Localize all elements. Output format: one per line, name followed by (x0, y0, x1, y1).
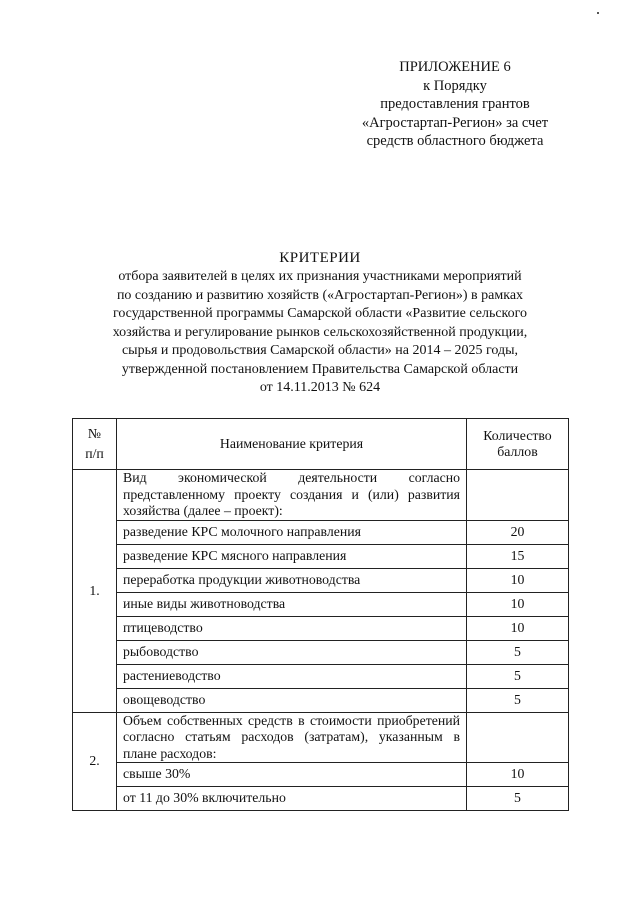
criterion-name: от 11 до 30% включительно (117, 787, 467, 811)
criterion-name: иные виды животноводства (117, 592, 467, 616)
subtitle-line: отбора заявителей в целях их признания участниками мероприятий (118, 269, 522, 284)
table-row (73, 616, 569, 640)
subtitle-line: по созданию и развитию хозяйств («Агростартап-Регион») в рамках (116, 287, 524, 303)
table-row (73, 787, 569, 811)
appendix-line: к Порядку (423, 77, 487, 94)
scan-speck (597, 12, 599, 14)
appendix-line: ПРИЛОЖЕНИЕ 6 (399, 59, 511, 75)
table-row (73, 592, 569, 616)
criterion-name: свыше 30% (117, 763, 467, 787)
criterion-points: 20 (467, 520, 569, 544)
subtitle-line: хозяйства и регулирование рынков сельскохозяйственной продукции, (112, 324, 528, 340)
subtitle-line: государственной программы Самарской области «Развитие сельского (112, 306, 528, 321)
group-description: Объем собственных средств в стоимости приобретений согласно статьям расходов (затратам), указанным в плане расходов: (117, 712, 467, 763)
criterion-points: 10 (467, 763, 569, 787)
empty-cell (467, 712, 569, 763)
criterion-name: рыбоводство (117, 640, 467, 664)
criterion-name: птицеводство (117, 616, 467, 640)
criterion-name: переработка продукции животноводства (117, 568, 467, 592)
table-row (73, 688, 569, 712)
header-points-line: Количество (483, 427, 552, 443)
criterion-name: растениеводство (117, 664, 467, 688)
header-number-line: п/п (85, 446, 104, 461)
group-row (73, 470, 569, 521)
subtitle-line: утвержденной постановлением Правительства Самарской области (121, 361, 519, 377)
criterion-name: разведение КРС молочного направления (117, 520, 467, 544)
group-row (73, 712, 569, 763)
subtitle-line: от 14.11.2013 № 624 (259, 380, 381, 395)
appendix-line: средств областного бюджета (366, 133, 544, 149)
criterion-points: 10 (467, 616, 569, 640)
group-number: 2. (73, 712, 117, 811)
table-row (73, 664, 569, 688)
group-number: 1. (73, 470, 117, 713)
criterion-points: 10 (467, 592, 569, 616)
criterion-points: 10 (467, 568, 569, 592)
criterion-points: 5 (467, 787, 569, 811)
criterion-points: 5 (467, 664, 569, 688)
criterion-name: овощеводство (117, 688, 467, 712)
appendix-line: предоставления грантов (380, 96, 530, 112)
appendix-header (330, 58, 580, 151)
subtitle-line: сырья и продовольствия Самарской области» на 2014 – 2025 годы, (121, 343, 519, 358)
header-points (467, 419, 569, 470)
criterion-points: 5 (467, 688, 569, 712)
document-subtitle (80, 268, 560, 398)
header-points-line: баллов (497, 444, 538, 459)
table-row (73, 520, 569, 544)
header-criterion-name: Наименование критерия (117, 419, 467, 470)
appendix-line: «Агростартап-Регион» за счет (361, 114, 549, 131)
table-row (73, 568, 569, 592)
criterion-points: 5 (467, 640, 569, 664)
table-header-row (73, 419, 569, 470)
table-row (73, 763, 569, 787)
criteria-table (72, 418, 569, 811)
criterion-name: разведение КРС мясного направления (117, 544, 467, 568)
table-row (73, 544, 569, 568)
header-number (73, 419, 117, 470)
group-description: Вид экономической деятельности согласно представленному проекту создания и (или) развития хозяйства (далее – проект): (117, 470, 467, 521)
header-number-line: № (87, 426, 102, 441)
table-row (73, 640, 569, 664)
empty-cell (467, 470, 569, 521)
document-title: КРИТЕРИИ (279, 250, 361, 266)
criterion-points: 15 (467, 544, 569, 568)
